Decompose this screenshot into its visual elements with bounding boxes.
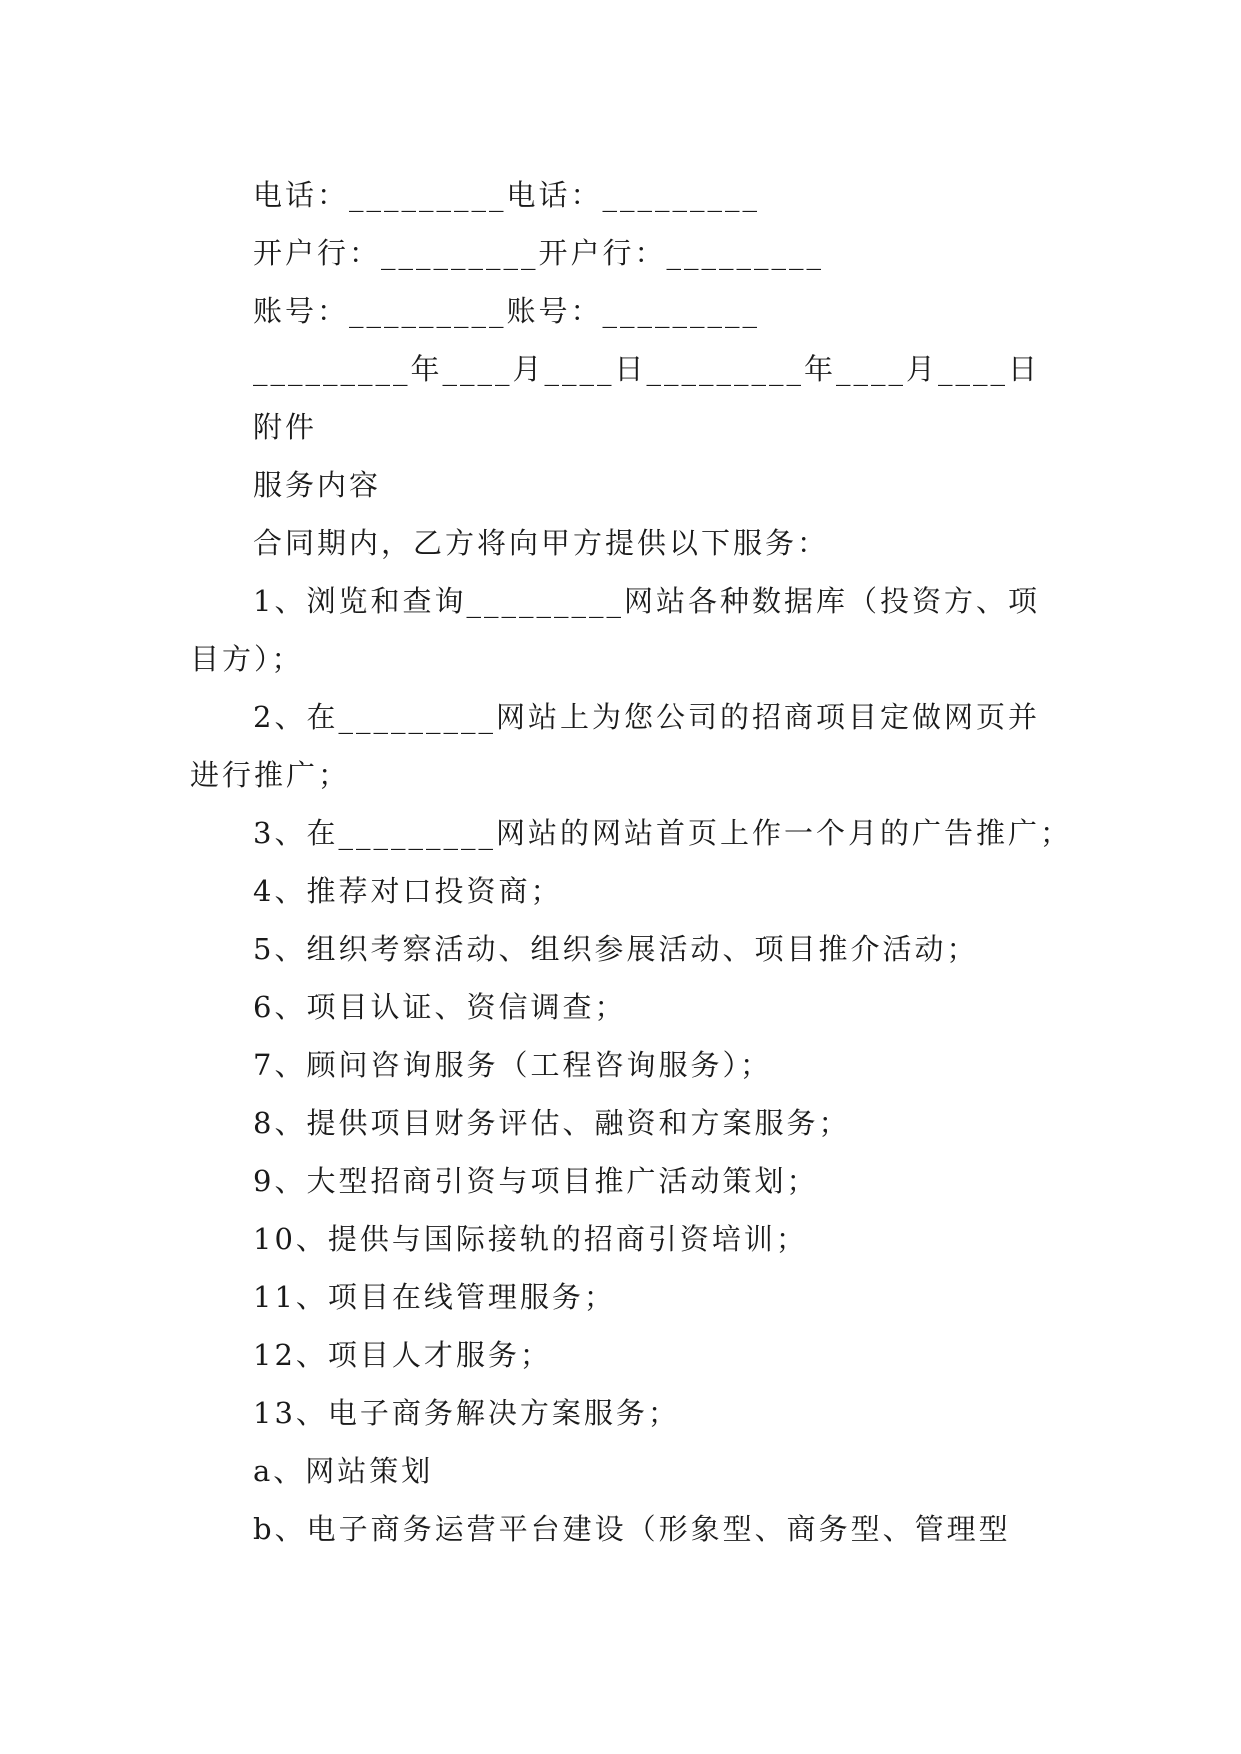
sub-item: b、电子商务运营平台建设（形象型、商务型、管理型 (253, 1512, 1011, 1546)
service-heading: 服务内容 (253, 468, 382, 502)
list-item: 13、电子商务解决方案服务； (253, 1396, 680, 1430)
account-line: 账号：_________账号：_________ (253, 294, 761, 328)
list-item-continuation: 进行推广； (190, 758, 351, 792)
date-line: _________年____月____日_________年____月____日 (253, 352, 1041, 386)
list-item: 11、项目在线管理服务； (253, 1280, 616, 1314)
sub-item: a、网站策划 (253, 1454, 434, 1488)
list-item: 1、浏览和查询_________网站各种数据库（投资方、项 (253, 584, 1040, 618)
list-item: 7、顾问咨询服务（工程咨询服务）； (253, 1048, 772, 1082)
attachment-heading: 附件 (253, 410, 318, 444)
list-item: 3、在_________网站的网站首页上作一个月的广告推广； (253, 816, 1072, 850)
list-item: 4、推荐对口投资商； (253, 874, 563, 908)
list-item: 2、在_________网站上为您公司的招商项目定做网页并 (253, 700, 1040, 734)
bank-line: 开户行：_________开户行：_________ (253, 236, 825, 270)
paragraph: 合同期内，乙方将向甲方提供以下服务： (253, 526, 830, 560)
list-item: 6、项目认证、资信调查； (253, 990, 627, 1024)
list-item: 10、提供与国际接轨的招商引资培训； (253, 1222, 808, 1256)
document-body (190, 166, 1072, 1558)
list-item: 12、项目人才服务； (253, 1338, 552, 1372)
phone-line: 电话：_________电话：_________ (253, 178, 761, 212)
list-item: 8、提供项目财务评估、融资和方案服务； (253, 1106, 851, 1140)
list-item: 9、大型招商引资与项目推广活动策划； (253, 1164, 819, 1198)
list-item: 5、组织考察活动、组织参展活动、项目推介活动； (253, 932, 979, 966)
list-item-continuation: 目方）； (190, 642, 304, 676)
